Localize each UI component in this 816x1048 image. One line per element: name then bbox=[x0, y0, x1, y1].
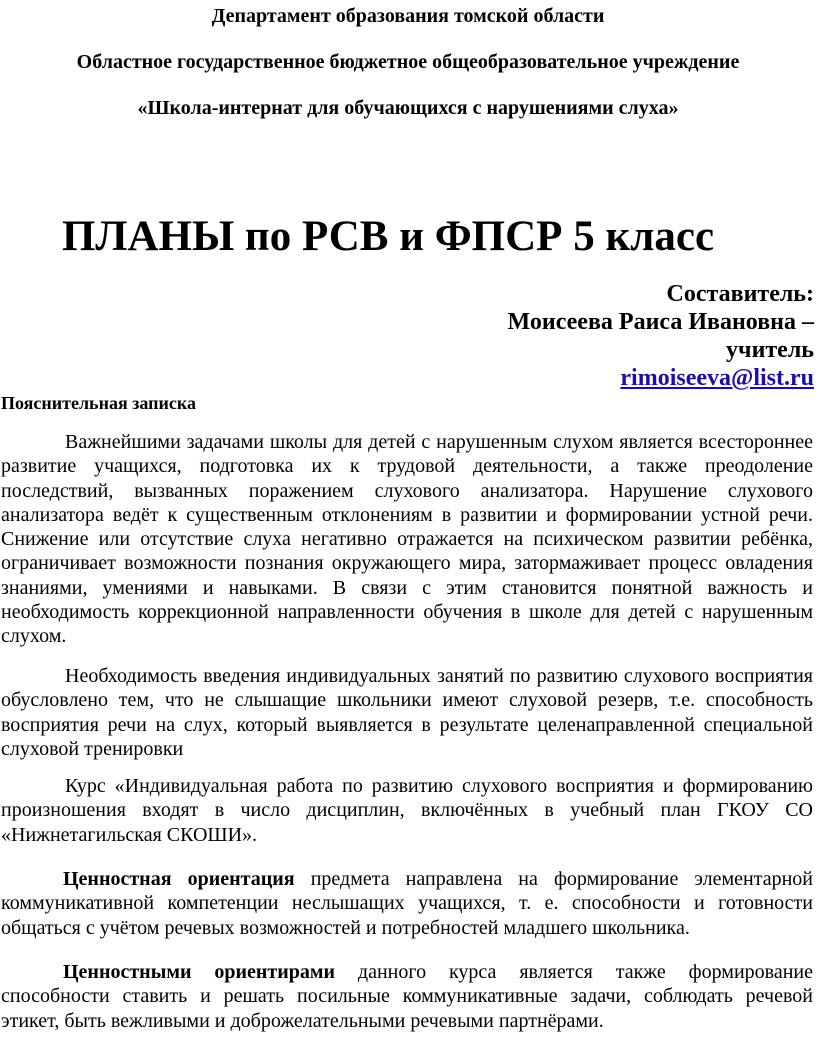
paragraph-2-text: Необходимость введения индивидуальных занятий по развитию слухового восприятия обусловлено тем, что не слышащие школьники имеют слуховой резерв, т.е. способность восприятия речи на слух, который выявляется в результате целенаправленной специальной слуховой тренировки bbox=[1, 665, 813, 760]
paragraph-2 bbox=[1, 664, 813, 761]
author-name: Моисеева Раиса Ивановна – bbox=[507, 309, 814, 335]
author-email-link[interactable]: rimoiseeva@list.ru bbox=[620, 365, 814, 391]
paragraph-3 bbox=[1, 774, 813, 847]
header-school-name: «Школа-интернат для обучающихся с нарушениями слуха» bbox=[137, 97, 679, 119]
paragraph-4-bold-term: Ценностная ориентация bbox=[63, 868, 295, 890]
document-title: ПЛАНЫ по РСВ и ФПСР 5 класс bbox=[61, 213, 715, 260]
paragraph-5 bbox=[1, 960, 813, 1033]
paragraph-1-text: Важнейшими задачами школы для детей с нарушенным слухом является всестороннее развитие учащихся, подготовка их к трудовой деятельности, а также преодоление последствий, вызванных поражением слухового анализатора. Нарушение слухового анализатора ведёт к существенным отклонениям в развитии и формировании устной речи. Снижение или отсутствие слуха негативно отражается на психическом развитии ребёнка, ограничивает возможности познания окружающего мира, затормаживает процесс овладения знаниями, умениями и навыками. В связи с этим становится понятной важность и необходимость коррекционной направленности обучения в школе для детей с нарушенным слухом. bbox=[1, 431, 813, 648]
paragraph-3-text: Курс «Индивидуальная работа по развитию слухового восприятия и формированию произношения входят в число дисциплин, включённых в учебный план ГКОУ СО «Нижнетагильская СКОШИ». bbox=[1, 775, 813, 846]
author-role: учитель bbox=[726, 337, 814, 363]
header-institution-type: Областное государственное бюджетное общеобразовательное учреждение bbox=[76, 51, 740, 73]
paragraph-1 bbox=[1, 430, 813, 649]
paragraph-5-text: данного курса является также формирование способности ставить и решать посильные коммуникативные задачи, соблюдать речевой этикет, быть вежливыми и доброжелательными речевыми партнёрами. bbox=[1, 961, 813, 1032]
author-label: Составитель: bbox=[666, 281, 814, 307]
section-heading-explanatory-note: Пояснительная записка bbox=[1, 393, 197, 413]
paragraph-5-bold-term: Ценностными ориентирами bbox=[63, 961, 336, 983]
header-department: Департамент образования томской области bbox=[211, 5, 605, 27]
paragraph-4 bbox=[1, 867, 813, 940]
paragraph-4-text: предмета направлена на формирование элементарной коммуникативной компетенции неслышащих учащихся, т. е. способности и готовности общаться с учётом речевых возможностей и потребностей младшего школьника. bbox=[1, 868, 813, 939]
